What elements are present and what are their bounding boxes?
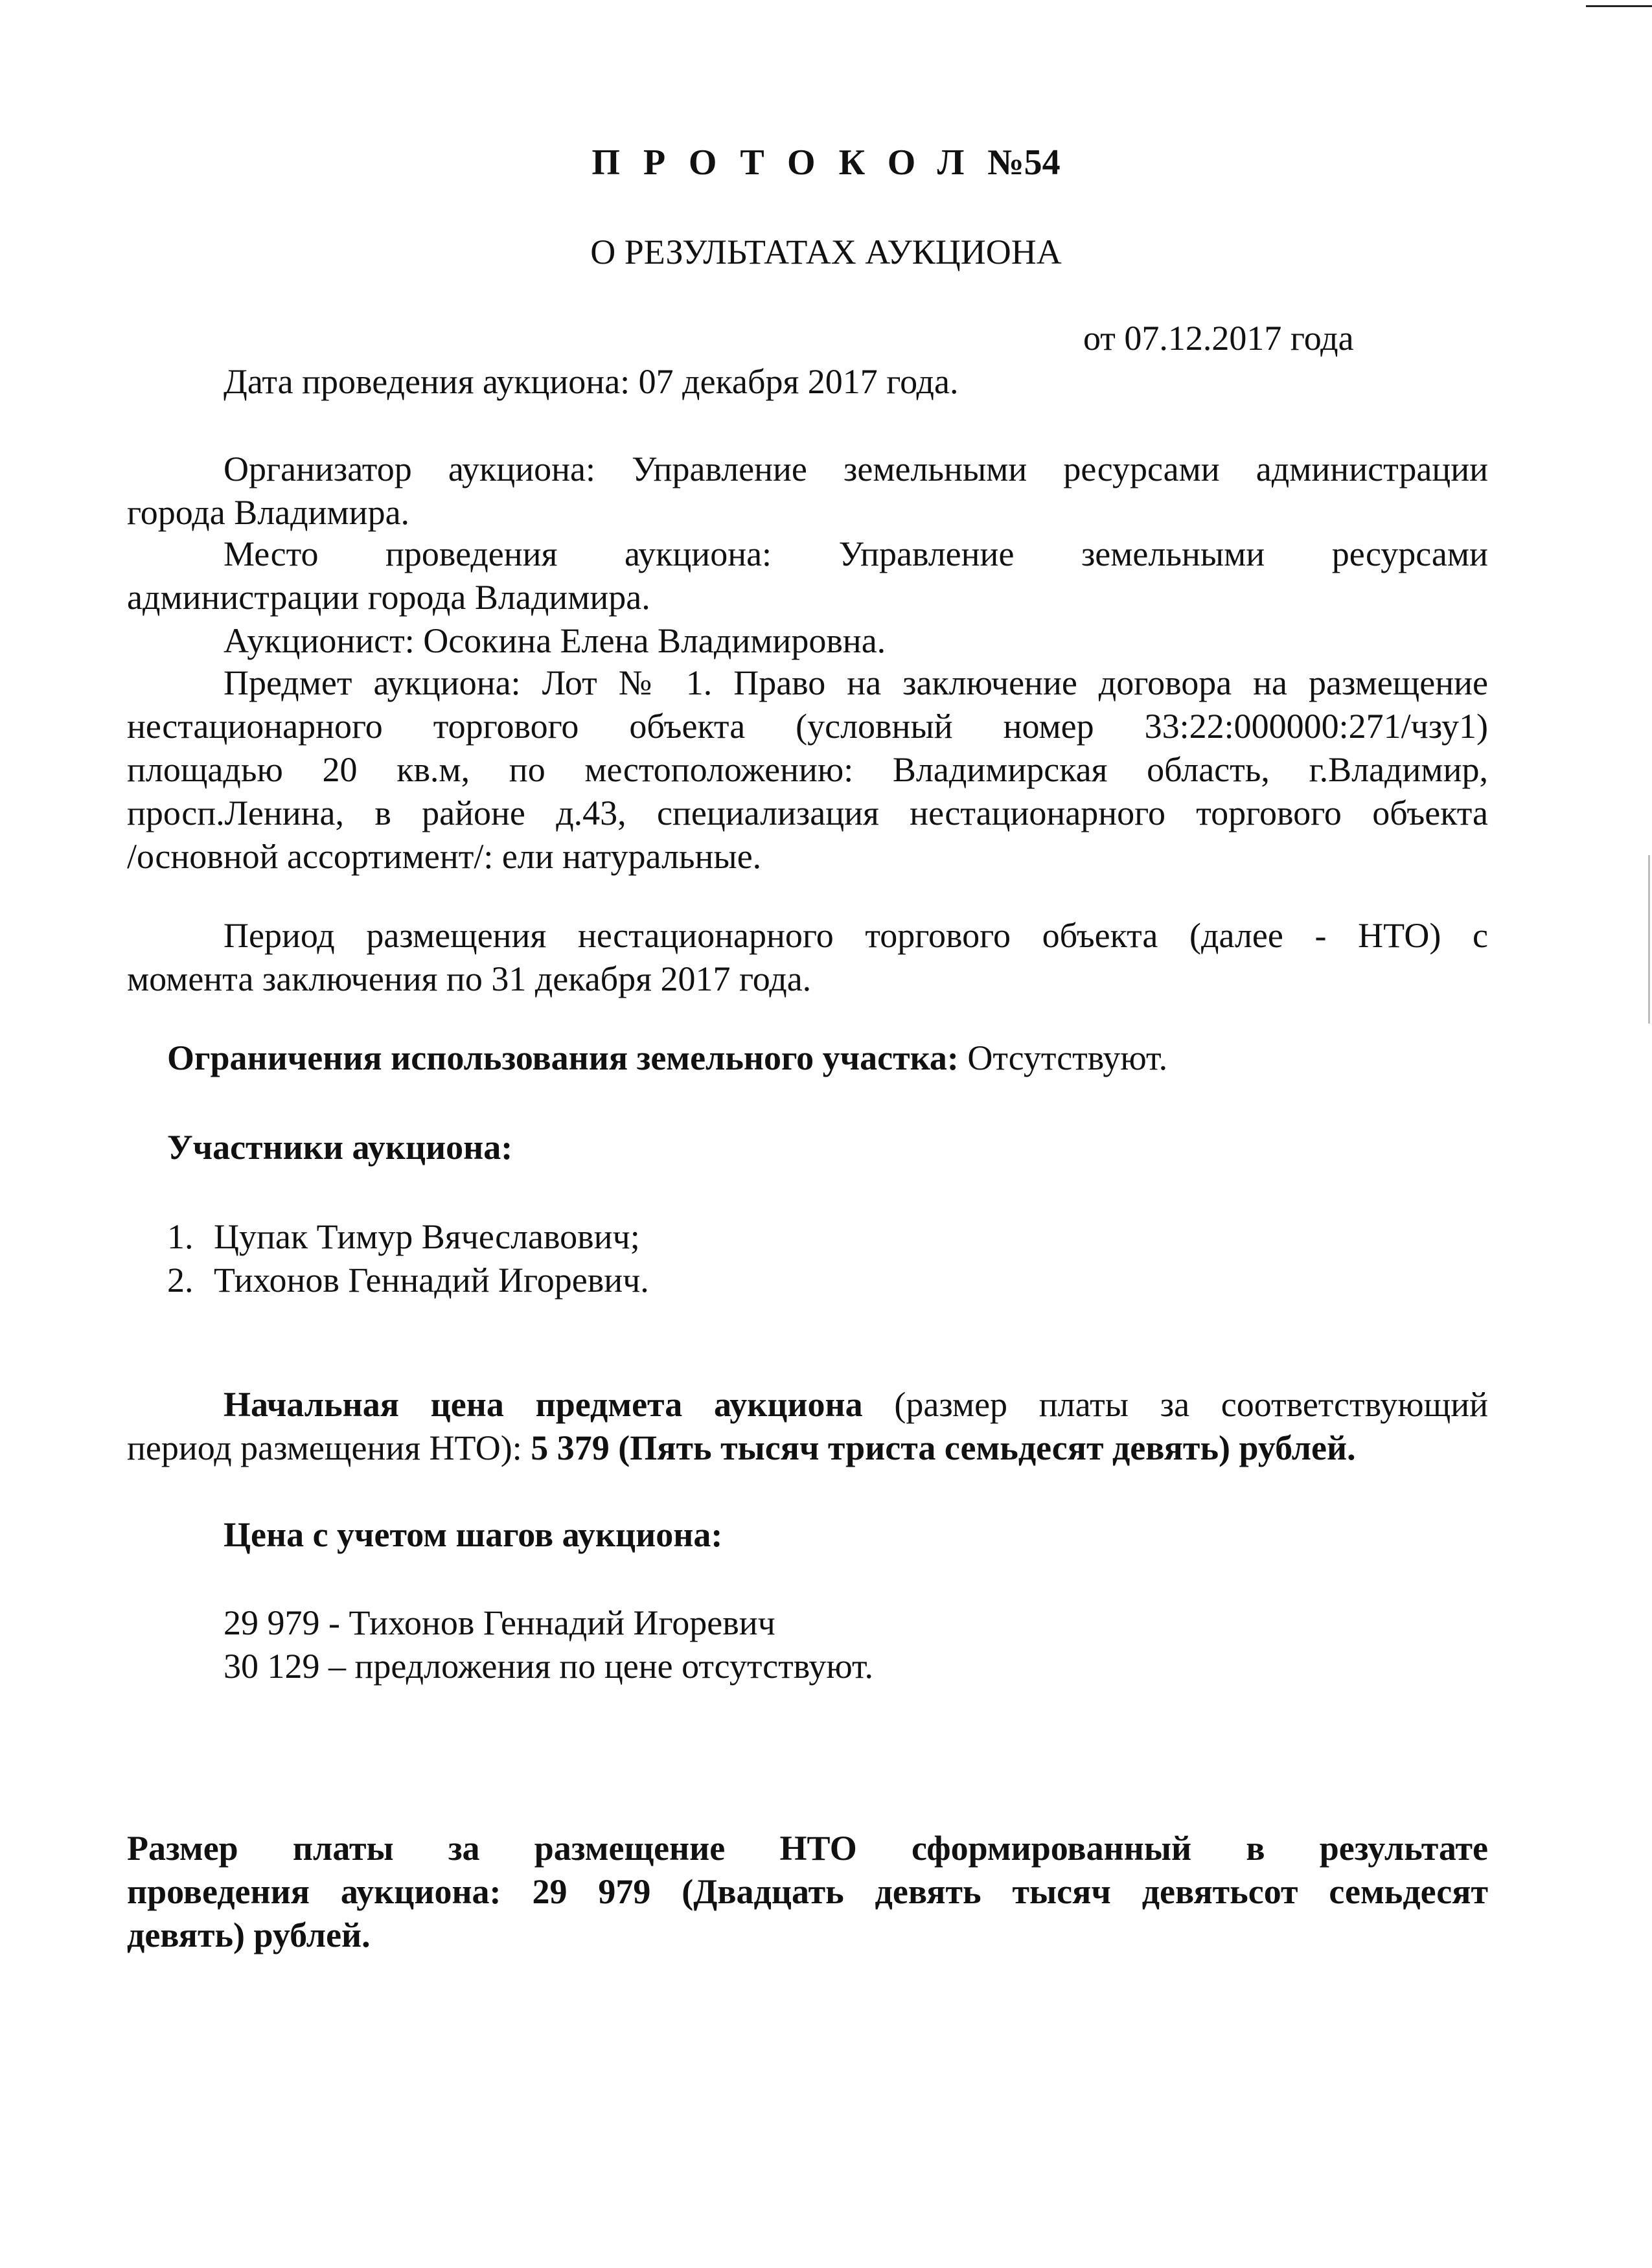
place-word: проведения	[385, 534, 558, 573]
organizer-line1: Организатор аукциона: Управление земельными ресурсами администрации	[224, 450, 1488, 488]
title-word: ПРОТОКОЛ	[591, 143, 988, 183]
restrictions-label: Ограничения использования земельного участка:	[167, 1038, 959, 1077]
auctioneer: Аукционист: Осокина Елена Владимировна.	[224, 621, 886, 660]
start-price-label: Начальная цена предмета аукциона	[224, 1385, 863, 1424]
result-line2: проведения аукциона: 29 979 (Двадцать девять тысяч девятьсот семьдесят	[127, 1872, 1488, 1911]
step-line: 29 979 - Тихонов Геннадий Игоревич	[224, 1603, 775, 1642]
period-line2: момента заключения по 31 декабря 2017 года.	[127, 959, 812, 998]
participant-number: 2.	[167, 1261, 194, 1300]
place-line2: администрации города Владимира.	[127, 578, 650, 617]
document-subtitle: О РЕЗУЛЬТАТАХ АУКЦИОНА	[590, 233, 1062, 271]
auction-date: Дата проведения аукциона: 07 декабря 2017 года.	[224, 362, 959, 401]
start-price-text: (размер платы за соответствующий	[862, 1385, 1488, 1424]
place-word: Место	[224, 534, 319, 573]
scan-edge-line	[1586, 5, 1652, 7]
subject-line3: площадью 20 кв.м, по местоположению: Владимирская область, г.Владимир,	[127, 750, 1488, 789]
document-date: от 07.12.2017 года	[1083, 319, 1354, 358]
period-line1: Период размещения нестационарного торгового объекта (далее - НТО) с	[224, 916, 1488, 955]
place-word: ресурсами	[1331, 534, 1488, 573]
start-price-line1	[224, 1383, 1488, 1426]
steps-heading: Цена с учетом шагов аукциона:	[224, 1515, 723, 1554]
start-price-line2	[127, 1426, 1356, 1470]
participant-item	[167, 1259, 649, 1302]
place-line1	[224, 533, 1488, 576]
participants-heading: Участники аукциона:	[167, 1128, 513, 1167]
participant-number: 1.	[167, 1217, 194, 1256]
place-word: аукциона:	[624, 534, 772, 573]
place-word: Управление	[838, 534, 1015, 573]
result-line3: девять) рублей.	[127, 1916, 371, 1954]
participant-name: Тихонов Геннадий Игоревич.	[214, 1261, 649, 1300]
restrictions-value: Отсутствуют.	[958, 1038, 1168, 1077]
start-price-value: 5 379 (Пять тысяч триста семьдесят девять) рублей.	[531, 1428, 1356, 1467]
place-word: земельными	[1081, 534, 1265, 573]
protocol-number: №54	[987, 143, 1061, 183]
subject-line1: Предмет аукциона: Лот № 1. Право на заключение договора на размещение	[224, 663, 1488, 702]
restrictions	[167, 1037, 1167, 1080]
scan-edge-mark	[1648, 855, 1650, 1024]
organizer-line2: города Владимира.	[127, 493, 410, 532]
result-line1: Размер платы за размещение НТО сформированный в результате	[127, 1829, 1488, 1868]
subject-line5: /основной ассортимент/: ели натуральные.	[127, 837, 762, 876]
subject-line4: просп.Ленина, в районе д.43, специализация нестационарного торгового объекта	[127, 794, 1488, 832]
start-price-prefix: период размещения НТО):	[127, 1428, 531, 1467]
document-title	[0, 141, 1652, 185]
subject-line2: нестационарного торгового объекта (условный номер 33:22:000000:271/чзу1)	[127, 707, 1488, 746]
participant-item	[167, 1215, 640, 1259]
step-line: 30 129 – предложения по цене отсутствуют.	[224, 1647, 874, 1686]
participant-name: Цупак Тимур Вячеславович;	[214, 1217, 640, 1256]
